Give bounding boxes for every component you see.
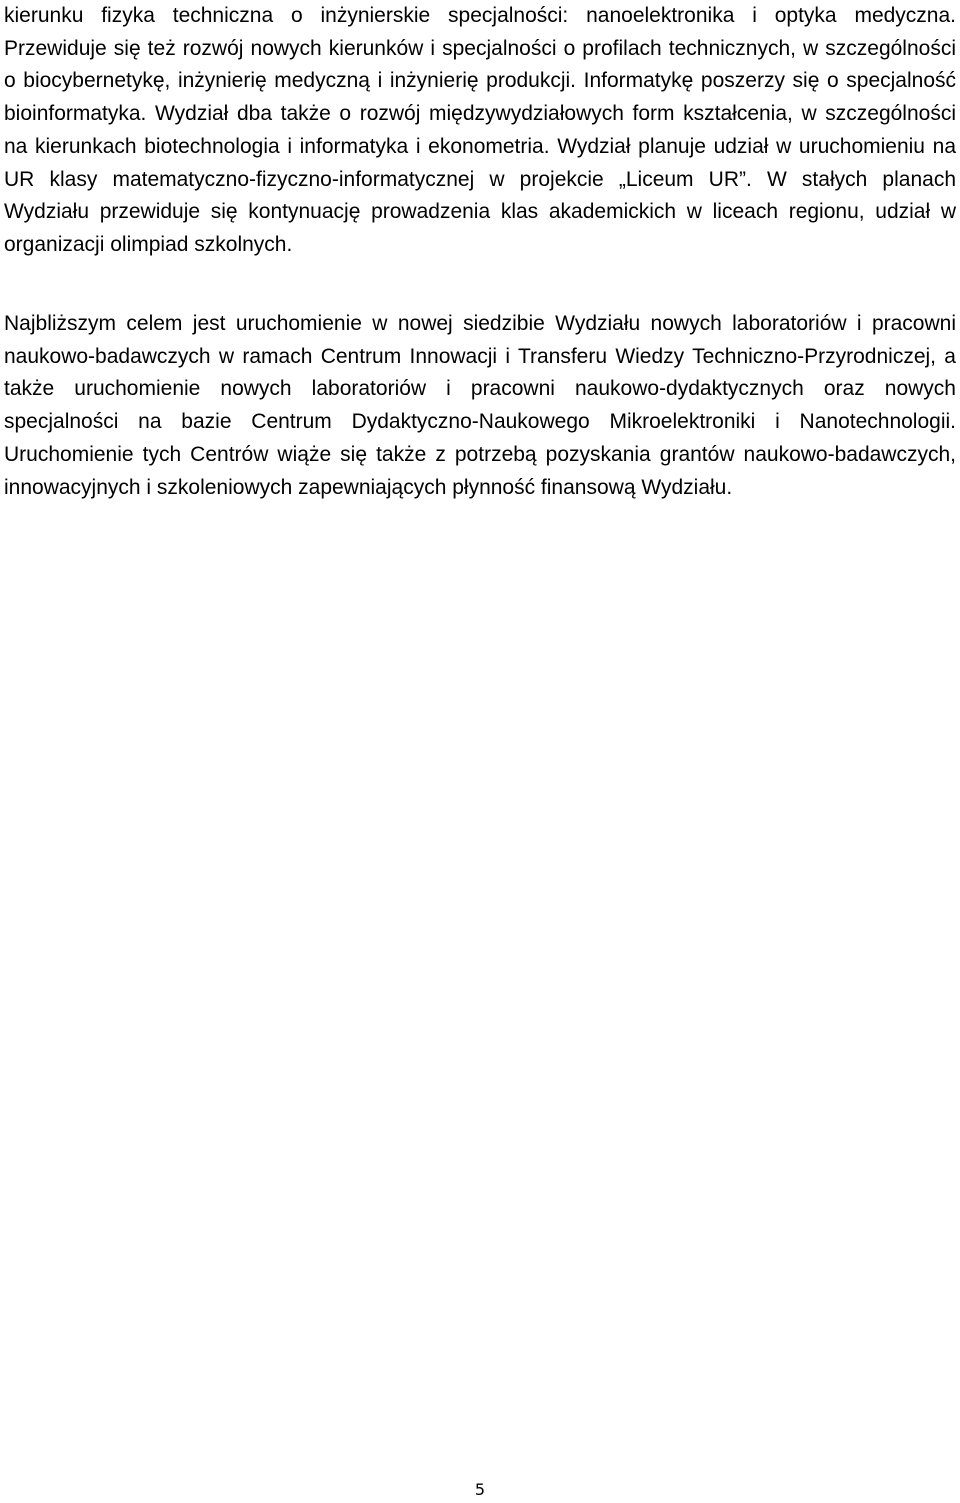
paragraph-faculty-plans: kierunku fizyka techniczna o inżynierskie specjalności: nanoelektronika i optyka medyczna. Przewiduje się też rozwój nowych kierunków i specjalności o profilach technicznych, w szczególności o biocybernetykę, inżynierię medyczną i inżynierię produkcji. Informatykę poszerzy się o specjalność bioinformatyka. Wydział dba także o rozwój międzywydziałowych form kształcenia, w szczególności na kierunkach biotechnologia i informatyka i ekonometria. Wydział planuje udział w uruchomieniu na UR klasy matematyczno-fizyczno-informatycznej w projekcie „Liceum UR”. W stałych planach Wydziału przewiduje się kontynuację prowadzenia klas akademickich w liceach regionu, udział w organizacji olimpiad szkolnych. <box>4 4 956 256</box>
paragraph-nearest-goal: Najbliższym celem jest uruchomienie w nowej siedzibie Wydziału nowych laboratoriów i pracowni naukowo-badawczych w ramach Centrum Innowacji i Transferu Wiedzy Techniczno-Przyrodniczej, a także uruchomienie nowych laboratoriów i pracowni naukowo-dydaktycznych oraz nowych specjalności na bazie Centrum Dydaktyczno-Naukowego Mikroelektroniki i Nanotechnologii. Uruchomienie tych Centrów wiąże się także z potrzebą pozyskania grantów naukowo-badawczych, innowacyjnych i szkoleniowych zapewniających płynność finansową Wydziału. <box>4 312 956 499</box>
document-page <box>4 0 956 1503</box>
page-number: 5 <box>474 1480 486 1499</box>
